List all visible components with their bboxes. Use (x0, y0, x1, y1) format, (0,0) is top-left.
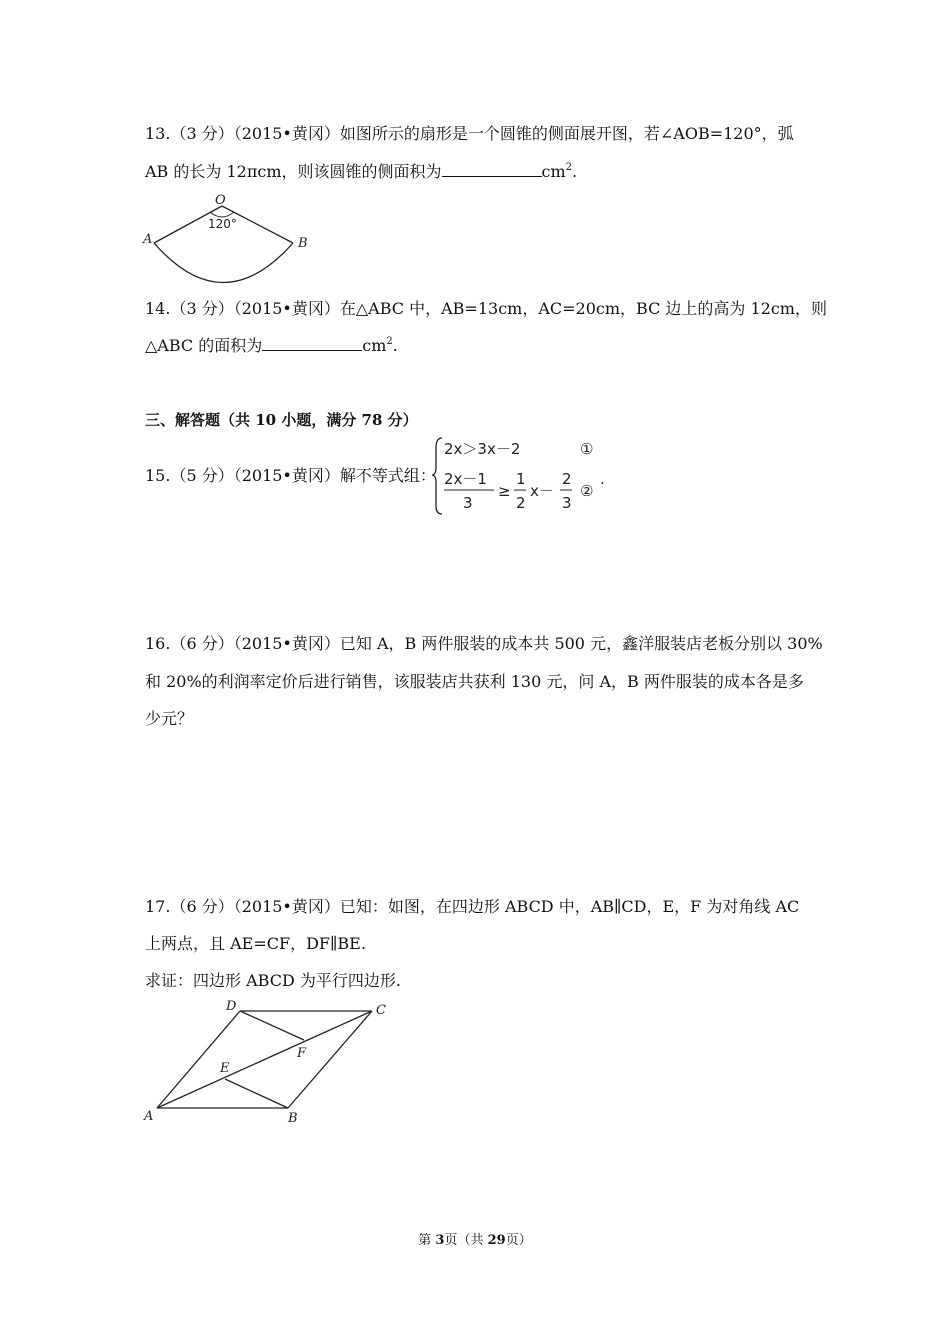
eq2-frac2-num: 2 (562, 470, 572, 488)
side-da (157, 1011, 240, 1108)
footer-post: 页） (505, 1233, 532, 1248)
q13-line1: 13.（3 分）（2015•黄冈）如图所示的扇形是一个圆锥的侧面展开图，若∠AOB=120°，弧 (145, 124, 794, 143)
parallelogram-figure (140, 996, 400, 1128)
page-footer (0, 1229, 950, 1248)
sector-figure (140, 192, 320, 292)
eq2-relation: ≥ (498, 482, 511, 500)
section-3-title: 三、解答题（共 10 小题，满分 78 分） (145, 411, 418, 429)
sector-label-o: O (215, 193, 226, 208)
eq1-mark: ① (580, 440, 594, 458)
q14-line2-text: △ABC 的面积为 (145, 336, 263, 355)
system-end: . (600, 470, 605, 488)
q14-unit-sup: 2 (386, 336, 393, 347)
label-b: B (288, 1111, 298, 1126)
q17-line3: 求证：四边形 ABCD 为平行四边形. (145, 971, 401, 990)
eq2-middle: x－ (530, 482, 554, 500)
label-e: E (220, 1061, 230, 1076)
sector-label-a: A (143, 232, 153, 247)
q13-line2 (145, 162, 577, 182)
diagonal-ac (157, 1011, 372, 1108)
footer-page-number: 3 (435, 1233, 445, 1248)
footer-pre: 第 (418, 1233, 436, 1248)
footer-mid: 页（共 (444, 1233, 488, 1248)
q16-line1: 16.（6 分）（2015•黄冈）已知 A，B 两件服装的成本共 500 元，鑫洋服装店老板分别以 30% (145, 634, 823, 653)
q13-end: . (572, 162, 578, 181)
eq2-frac1-num: 1 (516, 470, 526, 488)
eq1: 2x＞3x－2 (444, 440, 521, 458)
q14-answer-blank[interactable] (262, 336, 362, 351)
eq2-numerator: 2x－1 (444, 470, 487, 488)
label-d: D (226, 999, 237, 1014)
q16-line3: 少元？ (145, 709, 194, 728)
q13-line2-text: AB 的长为 12πcm，则该圆锥的侧面积为 (145, 162, 442, 181)
q14-line2 (145, 336, 398, 356)
sector-angle-label: 120° (208, 217, 237, 231)
footer-total-pages: 29 (487, 1233, 506, 1248)
inequality-system (430, 434, 620, 520)
q14-unit: cm (362, 336, 387, 355)
label-f: F (297, 1046, 307, 1061)
q15-text: 15.（5 分）（2015•黄冈）解不等式组： (145, 466, 436, 485)
q16-line2: 和 20%的利润率定价后进行销售，该服装店共获利 130 元，问 A，B 两件服装的成本各是多 (145, 672, 804, 691)
q13-answer-blank[interactable] (442, 162, 542, 177)
eq2-frac1-den: 2 (516, 494, 526, 512)
q13-unit: cm (541, 162, 566, 181)
segment-be (225, 1079, 288, 1108)
eq2-mark: ② (580, 482, 594, 500)
q14-line1: 14.（3 分）（2015•黄冈）在△ABC 中，AB=13cm，AC=20cm，BC 边上的高为 12cm，则 (145, 299, 827, 318)
q17-line1: 17.（6 分）（2015•黄冈）已知：如图，在四边形 ABCD 中，AB∥CD，E，F 为对角线 AC (145, 897, 800, 916)
eq2-denominator: 3 (463, 494, 473, 512)
segment-df (240, 1011, 304, 1040)
q14-end: . (392, 336, 398, 355)
q17-line2: 上两点，且 AE=CF，DF∥BE. (145, 934, 366, 953)
label-c: C (376, 1003, 386, 1018)
sector-label-b: B (298, 236, 308, 251)
q13-unit-sup: 2 (565, 162, 573, 173)
system-brace (432, 438, 442, 514)
sector-arc-ab (154, 243, 293, 283)
label-a: A (144, 1109, 154, 1124)
eq2-frac2-den: 3 (562, 494, 572, 512)
